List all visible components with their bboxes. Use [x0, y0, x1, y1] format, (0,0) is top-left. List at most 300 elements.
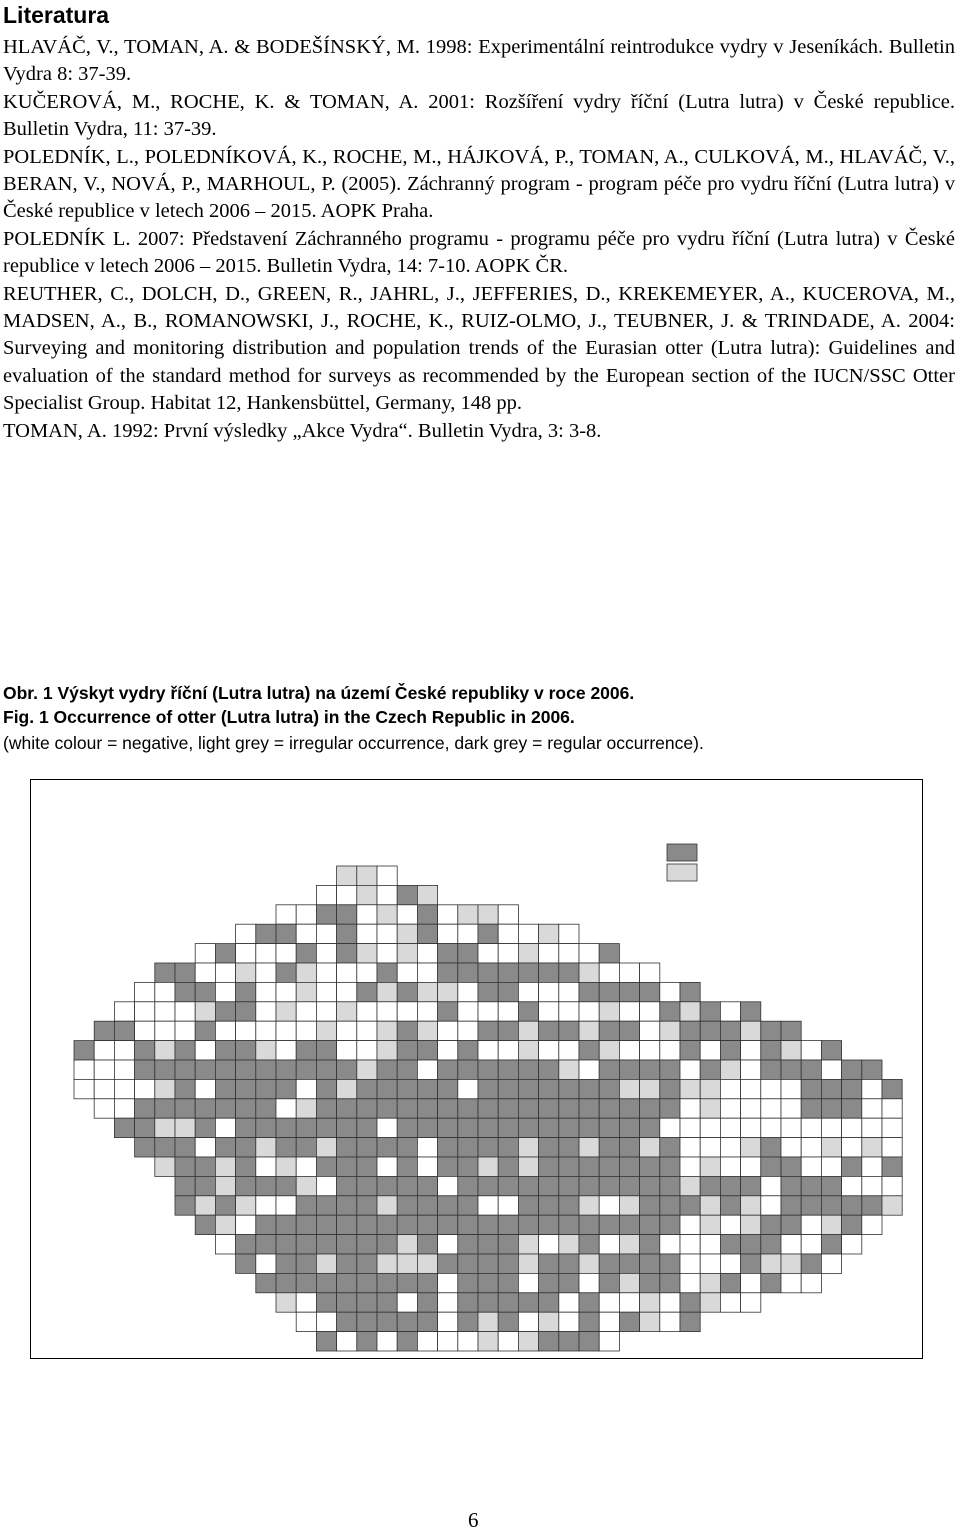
map-grid-cell: [155, 1041, 175, 1060]
map-grid-cell: [801, 1215, 821, 1234]
map-grid-cell: [377, 1060, 397, 1079]
map-grid-cell: [215, 1002, 235, 1021]
map-grid-cell: [700, 1196, 720, 1215]
map-grid-cell: [397, 1060, 417, 1079]
map-grid-cell: [720, 1235, 740, 1254]
reference-item: POLEDNÍK L. 2007: Představení Záchranného programu - programu péče pro vydru říční (Lutra lutra) v České republice v letech 2006 – 2015. Bulletin Vydra, 14: 7-10. AOPK ČR.: [3, 227, 955, 278]
map-grid-cell: [417, 1293, 437, 1312]
map-grid-cell: [377, 1176, 397, 1195]
map-grid-cell: [256, 1021, 276, 1040]
map-grid-cell: [862, 1138, 882, 1157]
map-grid-cell: [801, 1079, 821, 1098]
map-grid-cell: [438, 1196, 458, 1215]
map-grid-cell: [256, 1041, 276, 1060]
map-grid-cell: [377, 944, 397, 963]
map-grid-cell: [397, 1118, 417, 1137]
map-grid-cell: [640, 1138, 660, 1157]
map-grid-cell: [599, 1312, 619, 1331]
map-grid-cell: [821, 1060, 841, 1079]
map-grid-cell: [518, 1332, 538, 1351]
map-grid-cell: [438, 1312, 458, 1331]
map-grid-cell: [377, 1215, 397, 1234]
map-grid-cell: [801, 1138, 821, 1157]
map-grid-cell: [518, 1021, 538, 1040]
map-grid-cell: [680, 982, 700, 1001]
map-grid-cell: [296, 1157, 316, 1176]
map-grid-cell: [660, 1138, 680, 1157]
map-grid-cell: [377, 1254, 397, 1273]
map-grid-cell: [377, 1079, 397, 1098]
map-grid-cell: [256, 1002, 276, 1021]
map-grid-cell: [296, 1021, 316, 1040]
map-grid-cell: [438, 1273, 458, 1292]
map-grid-cell: [498, 1196, 518, 1215]
map-grid-cell: [458, 1196, 478, 1215]
map-grid-cell: [559, 1021, 579, 1040]
map-grid-cell: [337, 944, 357, 963]
map-grid-cell: [236, 1002, 256, 1021]
map-grid-cell: [559, 1215, 579, 1234]
map-grid-cell: [781, 1021, 801, 1040]
map-grid-cell: [518, 1138, 538, 1157]
map-grid-cell: [700, 1157, 720, 1176]
map-grid-cell: [357, 1002, 377, 1021]
map-grid-cell: [498, 905, 518, 924]
map-grid-cell: [458, 1041, 478, 1060]
map-grid-cell: [559, 1002, 579, 1021]
map-grid-cell: [316, 905, 336, 924]
map-grid-cell: [720, 1176, 740, 1195]
map-grid-cell: [559, 963, 579, 982]
map-grid-cell: [478, 1254, 498, 1273]
map-grid-cell: [700, 1118, 720, 1137]
map-grid-cell: [316, 1273, 336, 1292]
map-grid-cell: [478, 1041, 498, 1060]
map-grid-cell: [236, 944, 256, 963]
map-grid-cell: [579, 1215, 599, 1234]
page-number: 6: [468, 1508, 479, 1532]
map-grid-cell: [458, 1273, 478, 1292]
map-grid-cell: [518, 924, 538, 943]
map-grid-cell: [316, 1021, 336, 1040]
map-grid-cell: [236, 1196, 256, 1215]
map-grid-cell: [417, 905, 437, 924]
map-grid-cell: [559, 1176, 579, 1195]
map-grid-cell: [640, 1215, 660, 1234]
map-grid-cell: [821, 1215, 841, 1234]
map-grid-cell: [478, 1235, 498, 1254]
map-grid-cell: [518, 1099, 538, 1118]
map-grid-cell: [842, 1235, 862, 1254]
map-grid-cell: [195, 1002, 215, 1021]
map-grid-cell: [640, 1060, 660, 1079]
map-grid-cell: [801, 1060, 821, 1079]
map-grid-cell: [660, 1021, 680, 1040]
map-grid-cell: [458, 1138, 478, 1157]
map-grid-cell: [498, 1002, 518, 1021]
map-grid-cell: [438, 1002, 458, 1021]
map-grid-cell: [660, 1157, 680, 1176]
map-grid-cell: [842, 1138, 862, 1157]
map-grid-cell: [397, 885, 417, 904]
map-grid-cell: [599, 1293, 619, 1312]
map-grid-cell: [417, 963, 437, 982]
map-grid-cell: [518, 1196, 538, 1215]
map-grid-cell: [337, 866, 357, 885]
map-grid-cell: [660, 1079, 680, 1098]
map-grid-cell: [700, 1002, 720, 1021]
map-grid-cell: [236, 1060, 256, 1079]
map-grid-cell: [276, 1196, 296, 1215]
map-grid-cell: [276, 1273, 296, 1292]
map-grid-cell: [720, 1099, 740, 1118]
map-grid-cell: [599, 1118, 619, 1137]
map-grid-cell: [640, 1079, 660, 1098]
map-grid-cell: [741, 1196, 761, 1215]
map-grid-cell: [559, 1118, 579, 1137]
map-grid-cell: [781, 1041, 801, 1060]
map-grid-cell: [316, 982, 336, 1001]
map-grid-cell: [337, 982, 357, 1001]
map-grid-cell: [114, 1021, 134, 1040]
map-grid-cell: [518, 1293, 538, 1312]
map-grid-cell: [660, 1099, 680, 1118]
map-grid-cell: [155, 1099, 175, 1118]
map-grid-cell: [438, 1079, 458, 1098]
map-grid-cell: [579, 1118, 599, 1137]
map-grid-cell: [337, 1060, 357, 1079]
map-grid-cell: [256, 1118, 276, 1137]
map-grid-cell: [640, 1293, 660, 1312]
map-grid-cell: [215, 944, 235, 963]
map-grid-cell: [276, 1079, 296, 1098]
map-grid-cell: [175, 1079, 195, 1098]
map-grid-cell: [195, 1157, 215, 1176]
map-grid-cell: [821, 1254, 841, 1273]
map-grid-cell: [478, 944, 498, 963]
figure-caption-english: Fig. 1 Occurrence of otter (Lutra lutra) in the Czech Republic in 2006.: [3, 707, 575, 727]
map-grid-cell: [215, 1060, 235, 1079]
map-grid-cell: [195, 982, 215, 1001]
map-grid-cell: [337, 1138, 357, 1157]
map-grid-cell: [377, 1293, 397, 1312]
map-grid-cell: [337, 924, 357, 943]
map-grid-cell: [579, 1273, 599, 1292]
map-grid-cell: [276, 963, 296, 982]
map-grid-cell: [316, 1196, 336, 1215]
map-grid-cell: [114, 1060, 134, 1079]
map-grid-cell: [397, 944, 417, 963]
map-grid-cell: [417, 1312, 437, 1331]
map-grid-cell: [821, 1196, 841, 1215]
map-grid-cell: [720, 1138, 740, 1157]
map-grid-cell: [842, 1118, 862, 1137]
map-grid-cell: [135, 1099, 155, 1118]
map-grid-cell: [417, 1118, 437, 1137]
map-grid-cell: [579, 1060, 599, 1079]
map-grid-cell: [498, 1041, 518, 1060]
map-grid-cell: [296, 1293, 316, 1312]
map-grid-cell: [316, 1118, 336, 1137]
map-grid-cell: [458, 1176, 478, 1195]
map-grid-cell: [276, 944, 296, 963]
map-grid-cell: [700, 1273, 720, 1292]
map-grid-cell: [155, 1118, 175, 1137]
map-grid-cell: [579, 1254, 599, 1273]
map-grid-cell: [478, 905, 498, 924]
map-grid-cell: [599, 1138, 619, 1157]
distribution-map-grid: [31, 780, 922, 1358]
map-grid-cell: [357, 1254, 377, 1273]
map-grid-cell: [599, 1079, 619, 1098]
map-grid-cell: [700, 1138, 720, 1157]
map-grid-cell: [498, 1332, 518, 1351]
map-grid-cell: [498, 1138, 518, 1157]
map-grid-cell: [640, 1021, 660, 1040]
map-grid-cell: [458, 1215, 478, 1234]
map-grid-cell: [821, 1099, 841, 1118]
map-grid-cell: [700, 1215, 720, 1234]
map-grid-cell: [842, 1196, 862, 1215]
map-grid-cell: [357, 924, 377, 943]
map-grid-cell: [438, 1215, 458, 1234]
map-grid-cell: [478, 1060, 498, 1079]
map-grid-cell: [135, 1079, 155, 1098]
map-grid-cell: [114, 1002, 134, 1021]
map-grid-cell: [377, 1021, 397, 1040]
map-grid-cell: [377, 866, 397, 885]
map-grid-cell: [276, 1021, 296, 1040]
map-grid-cell: [458, 1254, 478, 1273]
map-grid-cell: [741, 1235, 761, 1254]
map-grid-cell: [761, 1118, 781, 1137]
map-grid-cell: [114, 1079, 134, 1098]
map-grid-cell: [559, 924, 579, 943]
map-grid-cell: [357, 1196, 377, 1215]
map-grid-cell: [316, 944, 336, 963]
map-grid-cell: [640, 1176, 660, 1195]
map-grid-cell: [862, 1079, 882, 1098]
map-grid-cell: [458, 944, 478, 963]
map-grid-cell: [175, 1176, 195, 1195]
map-grid-cell: [458, 1002, 478, 1021]
map-grid-cell: [357, 1060, 377, 1079]
map-grid-cell: [357, 1041, 377, 1060]
map-grid-cell: [337, 1041, 357, 1060]
map-grid-cell: [195, 944, 215, 963]
map-grid-cell: [316, 885, 336, 904]
map-grid-cell: [215, 1176, 235, 1195]
map-grid-cell: [175, 1138, 195, 1157]
map-grid-cell: [518, 1002, 538, 1021]
map-grid-cell: [862, 1099, 882, 1118]
map-grid-cell: [256, 1060, 276, 1079]
map-grid-cell: [155, 1060, 175, 1079]
map-grid-cell: [741, 1215, 761, 1234]
map-grid-cell: [862, 1176, 882, 1195]
map-grid-cell: [518, 1215, 538, 1234]
map-grid-cell: [599, 1157, 619, 1176]
map-grid-cell: [821, 1138, 841, 1157]
map-grid-cell: [236, 1099, 256, 1118]
map-grid-cell: [821, 1235, 841, 1254]
map-grid-cell: [599, 963, 619, 982]
map-grid-cell: [498, 924, 518, 943]
map-grid-cell: [296, 1273, 316, 1292]
map-grid-cell: [640, 1002, 660, 1021]
map-grid-cell: [397, 1293, 417, 1312]
map-grid-cell: [438, 1041, 458, 1060]
map-grid-cell: [518, 963, 538, 982]
map-grid-cell: [599, 1041, 619, 1060]
map-grid-cell: [458, 924, 478, 943]
map-grid-cell: [559, 1273, 579, 1292]
map-grid-cell: [135, 1060, 155, 1079]
map-grid-cell: [599, 1235, 619, 1254]
map-grid-cell: [720, 1196, 740, 1215]
map-grid-cell: [781, 1079, 801, 1098]
map-grid-cell: [478, 1196, 498, 1215]
map-grid-cell: [498, 1254, 518, 1273]
reference-item: REUTHER, C., DOLCH, D., GREEN, R., JAHRL, J., JEFFERIES, D., KREKEMEYER, A., KUCEROVA, M., MADSEN, A., B., ROMANOWSKI, J., ROCHE, K., RUIZ-OLMO, J., TEUBNER, J. & TRINDADE, A. 2004: Surveying and monitoring distribution and population trends of the Eurasian otter (Lutra lutra): Guidelines and evaluation of the standard method for surveys as recommended by the European section of the IUCN/SSC Otter Specialist Group. Habitat 12, Hankensbüttel, Germany, 148 pp.: [3, 282, 955, 415]
map-grid-cell: [276, 1138, 296, 1157]
map-grid-cell: [720, 1060, 740, 1079]
map-grid-cell: [316, 963, 336, 982]
map-grid-cell: [680, 1060, 700, 1079]
map-grid-cell: [599, 1176, 619, 1195]
map-grid-cell: [276, 1157, 296, 1176]
map-grid-cell: [276, 924, 296, 943]
map-grid-cell: [175, 1099, 195, 1118]
map-grid-cell: [599, 1099, 619, 1118]
map-grid-cell: [720, 1041, 740, 1060]
distribution-map: [30, 779, 923, 1359]
map-grid-cell: [195, 1176, 215, 1195]
map-grid-cell: [256, 1176, 276, 1195]
map-grid-cell: [599, 1002, 619, 1021]
map-grid-cell: [619, 1079, 639, 1098]
map-grid-cell: [175, 1118, 195, 1137]
map-grid-cell: [296, 982, 316, 1001]
map-grid-cell: [761, 1196, 781, 1215]
map-grid-cell: [458, 1332, 478, 1351]
map-grid-cell: [619, 1021, 639, 1040]
map-grid-cell: [215, 1138, 235, 1157]
map-grid-cell: [741, 1273, 761, 1292]
map-grid-cell: [276, 1041, 296, 1060]
map-grid-cell: [296, 963, 316, 982]
map-grid-cell: [74, 1041, 94, 1060]
map-grid-cell: [417, 1196, 437, 1215]
map-grid-cell: [417, 1254, 437, 1273]
map-grid-cell: [700, 1235, 720, 1254]
map-grid-cell: [781, 1157, 801, 1176]
map-grid-cell: [478, 1215, 498, 1234]
map-grid-cell: [518, 1118, 538, 1137]
map-grid-cell: [781, 1176, 801, 1195]
map-grid-cell: [296, 944, 316, 963]
map-grid-cell: [842, 1157, 862, 1176]
map-grid-cell: [215, 1157, 235, 1176]
map-grid-cell: [94, 1021, 114, 1040]
map-grid-cell: [660, 1176, 680, 1195]
reference-item: POLEDNÍK, L., POLEDNÍKOVÁ, K., ROCHE, M., HÁJKOVÁ, P., TOMAN, A., CULKOVÁ, M., HLAVÁČ, V., BERAN, V., NOVÁ, P., MARHOUL, P. (2005). Záchranný program - program péče pro vydru říční (Lutra lutra) v České republice v letech 2006 – 2015. AOPK Praha.: [3, 145, 955, 223]
map-grid-cell: [821, 1157, 841, 1176]
map-grid-cell: [377, 885, 397, 904]
map-grid-cell: [801, 1118, 821, 1137]
map-grid-cell: [215, 1215, 235, 1234]
map-grid-cell: [114, 1041, 134, 1060]
map-grid-cell: [821, 1176, 841, 1195]
map-grid-cell: [316, 1254, 336, 1273]
map-grid-cell: [296, 1041, 316, 1060]
map-grid-cell: [256, 1079, 276, 1098]
map-grid-cell: [640, 1041, 660, 1060]
map-grid-cell: [458, 1293, 478, 1312]
map-grid-cell: [458, 1079, 478, 1098]
map-grid-cell: [882, 1138, 902, 1157]
map-grid-cell: [821, 1079, 841, 1098]
map-grid-cell: [478, 1021, 498, 1040]
map-grid-cell: [337, 905, 357, 924]
map-grid-cell: [680, 1021, 700, 1040]
map-grid-cell: [296, 1060, 316, 1079]
map-grid-cell: [377, 1312, 397, 1331]
map-grid-cell: [377, 1002, 397, 1021]
map-grid-cell: [296, 1235, 316, 1254]
map-grid-cell: [236, 1079, 256, 1098]
map-grid-cell: [276, 982, 296, 1001]
map-grid-cell: [498, 1273, 518, 1292]
map-grid-cell: [559, 1041, 579, 1060]
map-grid-cell: [397, 1138, 417, 1157]
map-grid-cell: [357, 1079, 377, 1098]
map-grid-cell: [518, 944, 538, 963]
map-grid-cell: [357, 1138, 377, 1157]
map-grid-cell: [256, 944, 276, 963]
map-grid-cell: [397, 1196, 417, 1215]
map-grid-cell: [539, 1215, 559, 1234]
map-grid-cell: [478, 1138, 498, 1157]
map-grid-cell: [417, 1176, 437, 1195]
map-grid-cell: [377, 963, 397, 982]
map-grid-cell: [438, 1332, 458, 1351]
map-grid-cell: [539, 944, 559, 963]
map-grid-cell: [438, 924, 458, 943]
map-grid-cell: [559, 944, 579, 963]
map-grid-cell: [539, 1138, 559, 1157]
map-grid-cell: [518, 1235, 538, 1254]
map-grid-cell: [236, 1235, 256, 1254]
map-grid-cell: [579, 1176, 599, 1195]
map-grid-cell: [539, 1332, 559, 1351]
map-grid-cell: [236, 963, 256, 982]
map-grid-cell: [236, 1157, 256, 1176]
map-grid-cell: [498, 1099, 518, 1118]
map-grid-cell: [660, 1312, 680, 1331]
map-grid-cell: [720, 1157, 740, 1176]
map-grid-cell: [640, 1157, 660, 1176]
map-grid-cell: [539, 924, 559, 943]
map-grid-cell: [559, 1138, 579, 1157]
map-grid-cell: [619, 1254, 639, 1273]
map-grid-cell: [155, 1079, 175, 1098]
map-grid-cell: [114, 1099, 134, 1118]
map-grid-cell: [417, 1099, 437, 1118]
map-grid-cell: [458, 1021, 478, 1040]
map-grid-cell: [498, 1215, 518, 1234]
map-grid-cell: [236, 1176, 256, 1195]
